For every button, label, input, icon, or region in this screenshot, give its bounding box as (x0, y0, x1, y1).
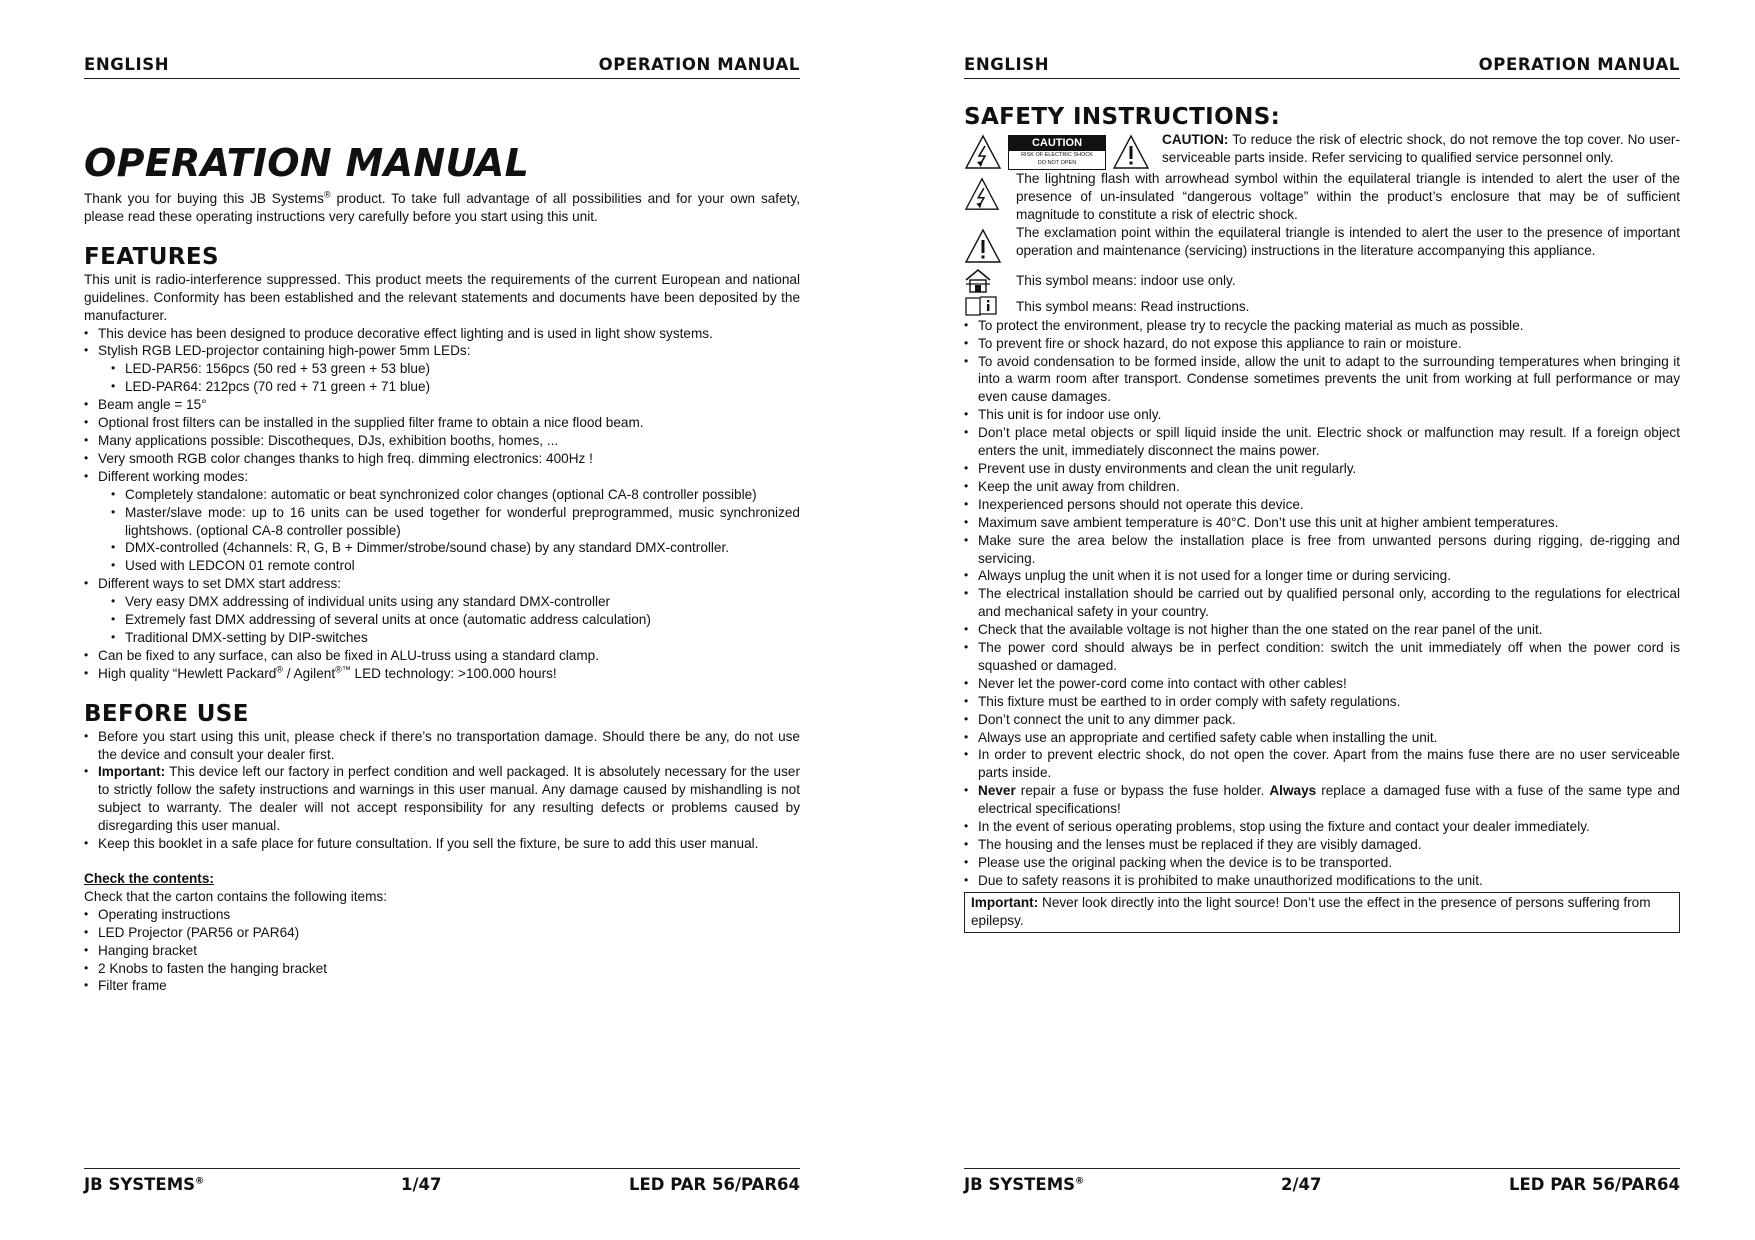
list-item: • Never let the power-cord come into contact with other cables! (964, 675, 1680, 693)
page-header (84, 55, 800, 79)
caution-sticker (1008, 135, 1106, 170)
features-sublist (84, 486, 800, 576)
list-item: • Extremely fast DMX addressing of several units at once (automatic address calculation) (111, 611, 800, 629)
exclamation-warning-icon (1112, 134, 1150, 170)
list-item: • DMX-controlled (4channels: R, G, B + Dimmer/strobe/sound chase) by any standard DMX-controller. (111, 539, 800, 557)
list-item: • Always use an appropriate and certified safety cable when installing the unit. (964, 729, 1680, 747)
list-item: • Many applications possible: Discotheques, DJs, exhibition booths, homes, ... (84, 432, 800, 450)
exclamation-warning-icon (964, 227, 1002, 265)
features-heading: FEATURES (84, 243, 219, 270)
list-item: • Optional frost filters can be installed in the supplied filter frame to obtain a nice flood beam. (84, 414, 800, 432)
footer-brand: JB SYSTEMS® (84, 1175, 205, 1194)
list-item: • This unit is for indoor use only. (964, 406, 1680, 424)
read-symbol-row (964, 295, 1680, 317)
footer-model: LED PAR 56/PAR64 (628, 1175, 800, 1194)
document-title: OPERATION MANUAL (84, 141, 530, 185)
footer-page-number: 1/47 (401, 1175, 442, 1194)
indoor-explanation: This symbol means: indoor use only. (1016, 272, 1236, 288)
list-item: • To avoid condensation to be formed inside, allow the unit to adapt to the surrounding temperatures when bringing it into a warm room after transport. Condense sometimes prevents the unit from working at full performance or may even cause damages. (964, 353, 1680, 407)
safety-heading: SAFETY INSTRUCTIONS: (964, 104, 1281, 130)
header-title: OPERATION MANUAL (1478, 55, 1680, 74)
list-item: • Keep the unit away from children. (964, 478, 1680, 496)
list-item: • Due to safety reasons it is prohibited to make unauthorized modifications to the unit. (964, 872, 1680, 890)
caution-text: CAUTION: To reduce the risk of electric shock, do not remove the top cover. No user-serviceable parts inside. Refer servicing to qualified service personnel only. (1162, 132, 1680, 165)
caution-sticker-line-1: RISK OF ELECTRIC SHOCK (1021, 151, 1093, 158)
list-item: • Inexperienced persons should not operate this device. (964, 496, 1680, 514)
list-item: • Hanging bracket (84, 942, 800, 960)
list-item: • LED-PAR64: 212pcs (70 red + 71 green + 71 blue) (111, 378, 800, 396)
list-item: • Very easy DMX addressing of individual units using any standard DMX-controller (111, 593, 800, 611)
list-item: • To prevent fire or shock hazard, do not expose this appliance to rain or moisture. (964, 335, 1680, 353)
check-contents-intro: Check that the carton contains the following items: (84, 888, 387, 904)
list-item: • Filter frame (84, 977, 800, 995)
exclamation-explanation: The exclamation point within the equilateral triangle is intended to alert the user to the presence of important operation and maintenance (servicing) instructions in the literature accompanying this appliance. (1016, 224, 1680, 258)
footer-brand: JB SYSTEMS® (964, 1175, 1085, 1194)
list-item: • The power cord should always be in perfect condition: switch the unit immediately off when the power cord is squashed or damaged. (964, 639, 1680, 675)
list-item: • Traditional DMX-setting by DIP-switches (111, 629, 800, 647)
caution-sticker-line-2: DO NOT OPEN (1037, 159, 1077, 166)
list-item: • To protect the environment, please try to recycle the packing material as much as possible. (964, 317, 1680, 335)
list-item: • Operating instructions (84, 906, 800, 924)
features-sublist (84, 360, 800, 396)
list-item: • Master/slave mode: up to 16 units can be used together for wonderful preprogrammed, music synchronized lightshows. (optional CA-8 controller possible) (111, 504, 800, 540)
header-title: OPERATION MANUAL (598, 55, 800, 74)
list-item: • High quality “Hewlett Packard® / Agilent®™ LED technology: >100.000 hours! (84, 665, 800, 683)
list-item: • In order to prevent electric shock, do not open the cover. Apart from the mains fuse there are no user serviceable parts inside. (964, 746, 1680, 782)
list-item: • Stylish RGB LED-projector containing high-power 5mm LEDs: (84, 342, 800, 360)
lightning-explanation: The lightning flash with arrowhead symbol within the equilateral triangle is intended to alert the user of the presence of un-insulated “dangerous voltage” within the product’s enclosure that may be of sufficient magnitude to constitute a risk of electric shock. (1016, 171, 1680, 222)
contents-list (84, 906, 800, 996)
page-header (964, 55, 1680, 79)
page-footer (84, 1168, 800, 1198)
lightning-warning-icon (964, 176, 1000, 212)
list-item: • Make sure the area below the installation place is free from unwanted persons during rigging, de-rigging and servicing. (964, 532, 1680, 568)
list-item: • The electrical installation should be carried out by qualified personal only, according to the regulations for electrical and mechanical safety in your country. (964, 585, 1680, 621)
list-item: • The housing and the lenses must be replaced if they are visibly damaged. (964, 836, 1680, 854)
list-item: • Please use the original packing when the device is to be transported. (964, 854, 1680, 872)
features-list (84, 396, 800, 486)
list-item: • Don’t place metal objects or spill liquid inside the unit. Electric shock or malfunction may result. If a foreign object enters the unit, immediately disconnect the mains power. (964, 424, 1680, 460)
list-item: • Different ways to set DMX start address: (84, 575, 800, 593)
page-2 (964, 0, 1680, 1240)
list-item: • Important: This device left our factory in perfect condition and well packaged. It is absolutely necessary for the user to strictly follow the safety instructions and warnings in this user manual. Any damage caused by mishandling is not subject to warranty. The dealer will not accept responsibility for any resulting defects or problems caused by disregarding this user manual. (84, 763, 800, 835)
caution-symbols (964, 131, 1162, 170)
list-item: • Check that the available voltage is not higher than the one stated on the rear panel of the unit. (964, 621, 1680, 639)
features-sublist (84, 593, 800, 647)
list-item: • LED-PAR56: 156pcs (50 red + 53 green + 53 blue) (111, 360, 800, 378)
page-1 (84, 0, 800, 1240)
lightning-warning-icon (964, 134, 1002, 170)
list-item: • Keep this booklet in a safe place for future consultation. If you sell the fixture, be sure to add this user manual. (84, 835, 800, 853)
epilepsy-warning-box: Important: Never look directly into the light source! Don’t use the effect in the presence of persons suffering from epilepsy. (964, 892, 1680, 933)
safety-list (964, 317, 1680, 890)
page-1-body (84, 140, 800, 995)
list-item: • Prevent use in dusty environments and clean the unit regularly. (964, 460, 1680, 478)
before-use-heading: BEFORE USE (84, 700, 249, 727)
list-item: • Never repair a fuse or bypass the fuse holder. Always replace a damaged fuse with a fuse of the same type and electrical specifications! (964, 782, 1680, 818)
exclamation-symbol-row (964, 224, 1680, 265)
features-list (84, 325, 800, 361)
list-item: • Very smooth RGB color changes thanks to high freq. dimming electronics: 400Hz ! (84, 450, 800, 468)
list-item: • This device has been designed to produce decorative effect lighting and is used in light show systems. (84, 325, 800, 343)
lightning-symbol-row (964, 170, 1680, 224)
features-paragraph: This unit is radio-interference suppressed. This product meets the requirements of the current European and national guidelines. Conformity has been established and the relevant statements and documents have been deposited by the manufacturer. (84, 271, 800, 323)
list-item: • Don’t connect the unit to any dimmer pack. (964, 711, 1680, 729)
features-list (84, 647, 800, 683)
list-item: • In the event of serious operating problems, stop using the fixture and contact your dealer immediately. (964, 818, 1680, 836)
list-item: • Used with LEDCON 01 remote control (111, 557, 800, 575)
indoor-symbol-row (964, 268, 1680, 294)
intro-paragraph: Thank you for buying this JB Systems® product. To take full advantage of all possibilities and for your own safety, please read these operating instructions very carefully before you start using this unit. (84, 189, 800, 224)
list-item: • Can be fixed to any surface, can also be fixed in ALU-truss using a standard clamp. (84, 647, 800, 665)
footer-model: LED PAR 56/PAR64 (1508, 1175, 1680, 1194)
features-list (84, 575, 800, 593)
header-language: ENGLISH (964, 55, 1050, 74)
list-item: • Completely standalone: automatic or beat synchronized color changes (optional CA-8 controller possible) (111, 486, 800, 504)
list-item: • Always unplug the unit when it is not used for a longer time or during servicing. (964, 567, 1680, 585)
read-explanation: This symbol means: Read instructions. (1016, 298, 1250, 314)
list-item: • Before you start using this unit, please check if there’s no transportation damage. Should there be any, do not use the device and consult your dealer first. (84, 728, 800, 764)
list-item: • 2 Knobs to fasten the hanging bracket (84, 960, 800, 978)
caution-block (964, 131, 1680, 170)
before-use-list (84, 728, 800, 853)
indoor-use-icon (964, 268, 992, 294)
list-item: • Different working modes: (84, 468, 800, 486)
read-instructions-icon (964, 295, 998, 317)
header-language: ENGLISH (84, 55, 170, 74)
list-item: • Maximum save ambient temperature is 40°C. Don’t use this unit at higher ambient temperatures. (964, 514, 1680, 532)
check-contents-heading: Check the contents: (84, 871, 214, 886)
list-item: • LED Projector (PAR56 or PAR64) (84, 924, 800, 942)
page-2-body (964, 103, 1680, 933)
list-item: • This fixture must be earthed to in order comply with safety regulations. (964, 693, 1680, 711)
footer-page-number: 2/47 (1281, 1175, 1322, 1194)
list-item: • Beam angle = 15° (84, 396, 800, 414)
page-footer (964, 1168, 1680, 1198)
caution-sticker-title: CAUTION (1009, 136, 1105, 151)
